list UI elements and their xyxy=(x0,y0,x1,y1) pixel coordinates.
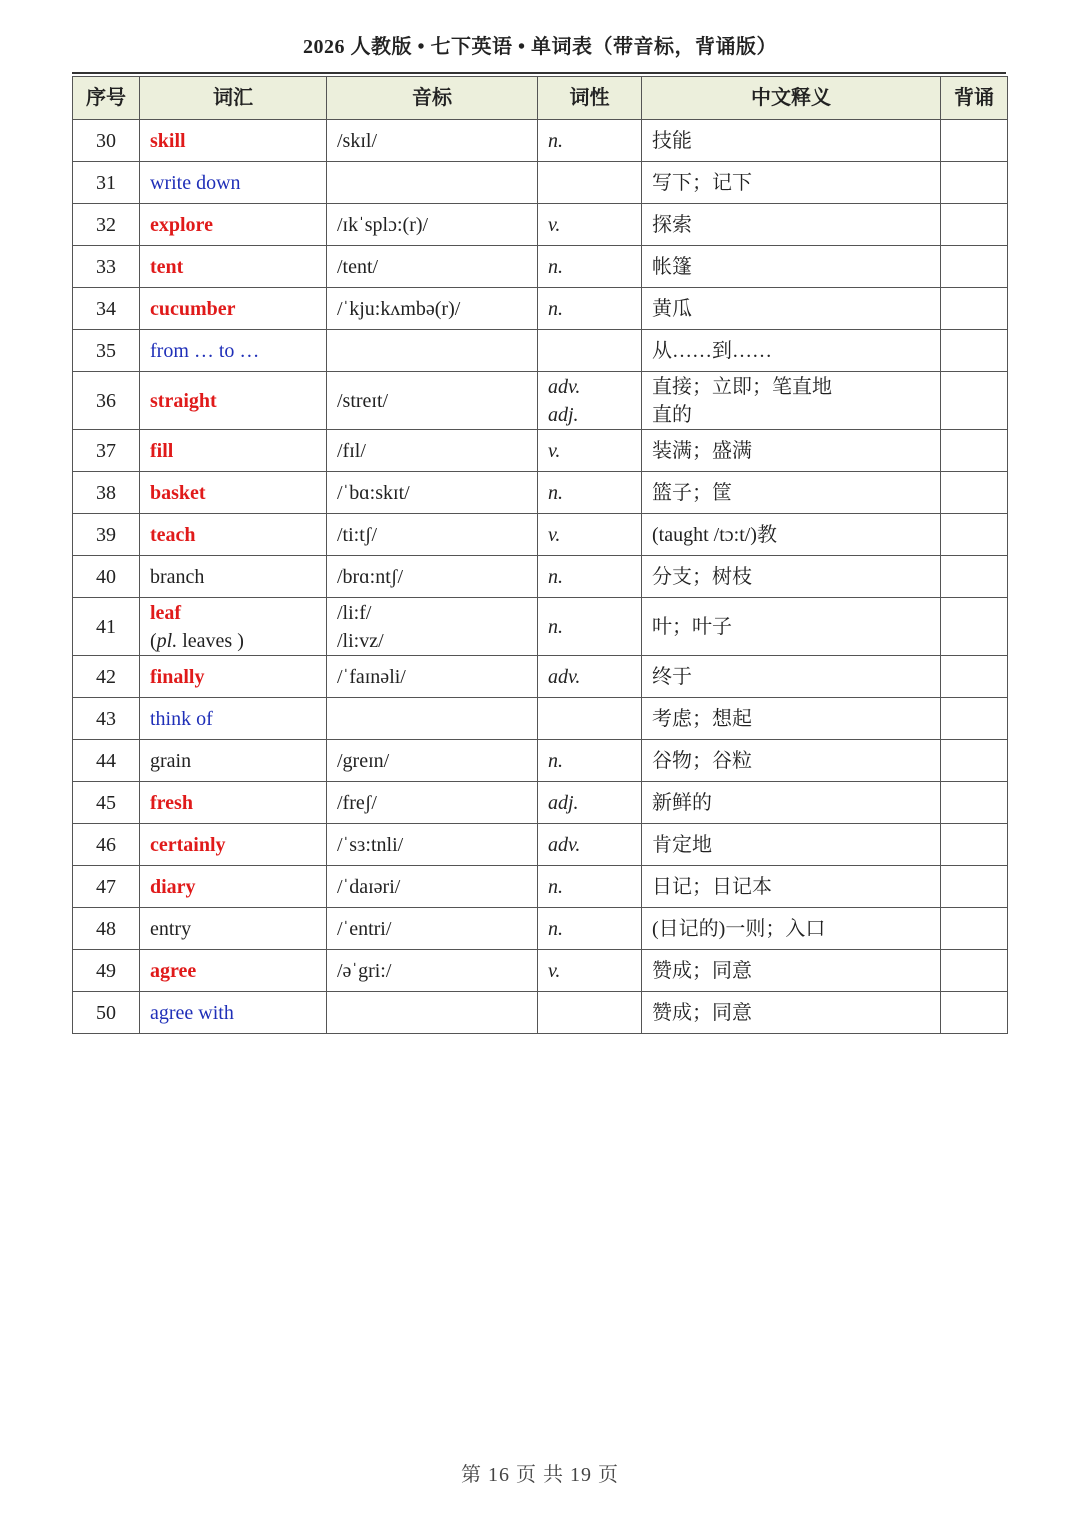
meaning-text: 赞成；同意 xyxy=(652,959,752,982)
recite-cell xyxy=(941,162,1008,204)
recite-cell xyxy=(941,556,1008,598)
meaning-text: 日记；日记本 xyxy=(652,875,772,898)
table-row xyxy=(73,514,1008,556)
meaning-text: 新鲜的 xyxy=(652,791,712,814)
meaning-text: 黄瓜 xyxy=(652,297,692,320)
pos-cell xyxy=(538,656,642,698)
pos-cell xyxy=(538,598,642,656)
pos-cell xyxy=(538,824,642,866)
title-divider xyxy=(72,72,1006,74)
meaning-cell xyxy=(642,330,941,372)
recite-cell xyxy=(941,782,1008,824)
meaning-cell xyxy=(642,782,941,824)
phonetic-cell xyxy=(327,162,538,204)
phonetic-cell xyxy=(327,472,538,514)
meaning-cell xyxy=(642,120,941,162)
table-row xyxy=(73,204,1008,246)
meaning-text: 从……到…… xyxy=(652,339,772,362)
header-num: 序号 xyxy=(73,77,140,120)
pos-text: adv. xyxy=(548,833,581,856)
word-text: diary xyxy=(150,875,196,898)
pos-text: n. xyxy=(548,129,563,152)
word-cell xyxy=(140,698,327,740)
meaning-text: 帐篷 xyxy=(652,255,692,278)
table-header-row xyxy=(73,77,1008,120)
word-cell xyxy=(140,472,327,514)
meaning-cell xyxy=(642,514,941,556)
phonetic-cell xyxy=(327,430,538,472)
document-title: 2026 人教版 • 七下英语 • 单词表（带音标，背诵版） xyxy=(302,36,777,58)
plural-note-open: ( xyxy=(150,629,157,652)
row-number: 31 xyxy=(73,162,140,204)
row-number: 39 xyxy=(73,514,140,556)
word-cell xyxy=(140,430,327,472)
pos-cell xyxy=(538,866,642,908)
phonetic-cell xyxy=(327,782,538,824)
phonetic-text-plural: /li:vz/ xyxy=(337,629,384,652)
phonetic-cell xyxy=(327,656,538,698)
meaning-text: 探索 xyxy=(652,213,692,236)
row-number: 50 xyxy=(73,992,140,1034)
meaning-cell xyxy=(642,598,941,656)
phonetic-text: /ˈbɑ:skɪt/ xyxy=(337,481,410,504)
pos-cell xyxy=(538,908,642,950)
phonetic-cell xyxy=(327,246,538,288)
pos-text: n. xyxy=(548,875,563,898)
meaning-cell xyxy=(642,866,941,908)
phonetic-cell xyxy=(327,992,538,1034)
table-row xyxy=(73,992,1008,1034)
phonetic-text: /ˈdaɪəri/ xyxy=(337,875,401,898)
table-row xyxy=(73,330,1008,372)
table-row xyxy=(73,120,1008,162)
recite-cell xyxy=(941,698,1008,740)
phonetic-text: /li:f/ xyxy=(337,601,372,624)
recite-cell xyxy=(941,288,1008,330)
word-text: agree xyxy=(150,959,197,982)
pos-text: n. xyxy=(548,255,563,278)
header-word: 词汇 xyxy=(140,77,327,120)
table-row xyxy=(73,782,1008,824)
word-text: think of xyxy=(150,707,213,730)
plural-abbrev: pl. xyxy=(156,629,178,652)
meaning-text: 赞成；同意 xyxy=(652,1001,752,1024)
pos-cell xyxy=(538,204,642,246)
phonetic-cell xyxy=(327,908,538,950)
row-number: 42 xyxy=(73,656,140,698)
phonetic-cell xyxy=(327,372,538,430)
word-text: grain xyxy=(150,749,192,772)
pos-text: n. xyxy=(548,565,563,588)
meaning-cell xyxy=(642,430,941,472)
phonetic-cell xyxy=(327,950,538,992)
word-cell xyxy=(140,556,327,598)
row-number: 40 xyxy=(73,556,140,598)
pos-text: adv. xyxy=(548,375,581,398)
meaning-cell xyxy=(642,950,941,992)
meaning-text: (日记的)一则；入口 xyxy=(652,917,826,940)
row-number: 33 xyxy=(73,246,140,288)
meaning-cell xyxy=(642,288,941,330)
recite-cell xyxy=(941,866,1008,908)
word-text: fresh xyxy=(150,791,193,814)
table-row xyxy=(73,556,1008,598)
pos-text: n. xyxy=(548,917,563,940)
recite-cell xyxy=(941,992,1008,1034)
pos-cell xyxy=(538,514,642,556)
meaning-text: 直接；立即；笔直地 xyxy=(652,375,832,398)
header-recite: 背诵 xyxy=(941,77,1008,120)
phonetic-text: /tent/ xyxy=(337,255,379,278)
row-number: 30 xyxy=(73,120,140,162)
word-text: tent xyxy=(150,255,184,278)
word-text: leaf xyxy=(150,601,182,624)
phonetic-text: /brɑ:ntʃ/ xyxy=(337,565,404,588)
meaning-cell xyxy=(642,908,941,950)
phonetic-cell xyxy=(327,824,538,866)
meaning-cell xyxy=(642,372,941,430)
word-cell xyxy=(140,866,327,908)
pos-cell xyxy=(538,330,642,372)
phonetic-cell xyxy=(327,330,538,372)
pos-cell xyxy=(538,288,642,330)
pos-text: v. xyxy=(548,523,561,546)
meaning-cell xyxy=(642,246,941,288)
pos-text: n. xyxy=(548,749,563,772)
word-text: write down xyxy=(150,171,241,194)
table-row xyxy=(73,372,1008,430)
pos-text: v. xyxy=(548,959,561,982)
recite-cell xyxy=(941,430,1008,472)
header-phonetic: 音标 xyxy=(327,77,538,120)
meaning-cell xyxy=(642,204,941,246)
meaning-text: 肯定地 xyxy=(652,833,712,856)
phonetic-cell xyxy=(327,514,538,556)
table-row xyxy=(73,162,1008,204)
recite-cell xyxy=(941,330,1008,372)
row-number: 49 xyxy=(73,950,140,992)
meaning-cell xyxy=(642,162,941,204)
phonetic-text: /greɪn/ xyxy=(337,749,390,772)
pos-cell xyxy=(538,372,642,430)
row-number: 44 xyxy=(73,740,140,782)
word-cell xyxy=(140,330,327,372)
meaning-text: 写下；记下 xyxy=(652,171,752,194)
recite-cell xyxy=(941,120,1008,162)
word-plural-note xyxy=(150,630,244,652)
word-cell xyxy=(140,950,327,992)
pos-cell xyxy=(538,782,642,824)
word-text: teach xyxy=(150,523,196,546)
pos-cell xyxy=(538,120,642,162)
recite-cell xyxy=(941,514,1008,556)
pos-text: v. xyxy=(548,439,561,462)
meaning-text: 考虑；想起 xyxy=(652,707,752,730)
phonetic-text: /streɪt/ xyxy=(337,389,389,412)
meaning-cell xyxy=(642,698,941,740)
pos-cell xyxy=(538,246,642,288)
pos-cell xyxy=(538,698,642,740)
row-number: 37 xyxy=(73,430,140,472)
table-row xyxy=(73,430,1008,472)
recite-cell xyxy=(941,472,1008,514)
pos-text: adj. xyxy=(548,791,579,814)
row-number: 35 xyxy=(73,330,140,372)
word-cell xyxy=(140,288,327,330)
row-number: 36 xyxy=(73,372,140,430)
recite-cell xyxy=(941,656,1008,698)
meaning-cell xyxy=(642,992,941,1034)
word-cell xyxy=(140,372,327,430)
phonetic-text: /freʃ/ xyxy=(337,791,377,814)
pos-cell xyxy=(538,162,642,204)
meaning-cell xyxy=(642,740,941,782)
meaning-cell xyxy=(642,656,941,698)
meaning-cell xyxy=(642,472,941,514)
word-text: cucumber xyxy=(150,297,236,320)
row-number: 43 xyxy=(73,698,140,740)
phonetic-cell xyxy=(327,866,538,908)
recite-cell xyxy=(941,246,1008,288)
phonetic-text: /fɪl/ xyxy=(337,439,366,462)
word-cell xyxy=(140,656,327,698)
row-number: 47 xyxy=(73,866,140,908)
word-cell xyxy=(140,598,327,656)
word-cell xyxy=(140,824,327,866)
meaning-cell xyxy=(642,556,941,598)
table-row xyxy=(73,656,1008,698)
row-number: 32 xyxy=(73,204,140,246)
word-cell xyxy=(140,740,327,782)
pos-cell xyxy=(538,556,642,598)
word-text: explore xyxy=(150,213,213,236)
pos-cell xyxy=(538,950,642,992)
word-text: entry xyxy=(150,917,192,940)
pos-text: adv. xyxy=(548,665,581,688)
word-cell xyxy=(140,514,327,556)
meaning-text: 篮子；筐 xyxy=(652,481,732,504)
plural-form: leaves ) xyxy=(177,629,244,652)
word-text: straight xyxy=(150,389,217,412)
meaning-text-secondary: 直的 xyxy=(652,403,692,426)
phonetic-cell xyxy=(327,120,538,162)
phonetic-cell xyxy=(327,556,538,598)
phonetic-text: /ˈsɜ:tnli/ xyxy=(337,833,404,856)
phonetic-text: /ˈfaɪnəli/ xyxy=(337,665,406,688)
pos-cell xyxy=(538,992,642,1034)
recite-cell xyxy=(941,740,1008,782)
phonetic-text: /skɪl/ xyxy=(337,129,378,152)
meaning-text: 叶；叶子 xyxy=(652,615,732,638)
table-row xyxy=(73,824,1008,866)
vocabulary-table xyxy=(72,76,1008,1034)
pos-cell xyxy=(538,430,642,472)
phonetic-cell xyxy=(327,598,538,656)
meaning-text: 谷物；谷粒 xyxy=(652,749,752,772)
word-text: agree with xyxy=(150,1001,234,1024)
table-body xyxy=(73,120,1008,1034)
word-cell xyxy=(140,908,327,950)
table-row xyxy=(73,288,1008,330)
word-cell xyxy=(140,162,327,204)
word-text: finally xyxy=(150,665,205,688)
phonetic-cell xyxy=(327,288,538,330)
word-text: from … to … xyxy=(150,339,260,362)
recite-cell xyxy=(941,908,1008,950)
meaning-cell xyxy=(642,824,941,866)
row-number: 34 xyxy=(73,288,140,330)
word-text: basket xyxy=(150,481,206,504)
pos-text: n. xyxy=(548,481,563,504)
word-text: branch xyxy=(150,565,205,588)
phonetic-text: /ɪkˈsplɔ:(r)/ xyxy=(337,213,429,236)
pos-text-secondary: adj. xyxy=(548,403,579,426)
word-cell xyxy=(140,204,327,246)
header-meaning: 中文释义 xyxy=(642,77,941,120)
word-cell xyxy=(140,782,327,824)
table-row xyxy=(73,740,1008,782)
recite-cell xyxy=(941,598,1008,656)
pos-text: v. xyxy=(548,213,561,236)
pos-text: n. xyxy=(548,297,563,320)
meaning-text: 装满；盛满 xyxy=(652,439,752,462)
table-row xyxy=(73,598,1008,656)
recite-cell xyxy=(941,950,1008,992)
pos-cell xyxy=(538,740,642,782)
row-number: 41 xyxy=(73,598,140,656)
phonetic-text: /əˈgri:/ xyxy=(337,959,392,982)
phonetic-cell xyxy=(327,204,538,246)
row-number: 48 xyxy=(73,908,140,950)
row-number: 45 xyxy=(73,782,140,824)
word-cell xyxy=(140,120,327,162)
page-footer: 第 16 页 共 19 页 xyxy=(461,1464,619,1486)
meaning-text: (taught /tɔ:t/)教 xyxy=(652,523,777,546)
recite-cell xyxy=(941,204,1008,246)
recite-cell xyxy=(941,824,1008,866)
table-row xyxy=(73,698,1008,740)
phonetic-cell xyxy=(327,740,538,782)
row-number: 46 xyxy=(73,824,140,866)
word-cell xyxy=(140,246,327,288)
table-row xyxy=(73,246,1008,288)
word-text: fill xyxy=(150,439,174,462)
table-row xyxy=(73,950,1008,992)
word-text: skill xyxy=(150,129,186,152)
phonetic-cell xyxy=(327,698,538,740)
pos-cell xyxy=(538,472,642,514)
phonetic-text: /ˈentri/ xyxy=(337,917,392,940)
word-cell xyxy=(140,992,327,1034)
table-row xyxy=(73,908,1008,950)
meaning-text: 技能 xyxy=(652,129,692,152)
word-text: certainly xyxy=(150,833,226,856)
table-row xyxy=(73,472,1008,514)
recite-cell xyxy=(941,372,1008,430)
pos-text: n. xyxy=(548,615,563,638)
header-pos: 词性 xyxy=(538,77,642,120)
phonetic-text: /ˈkju:kʌmbə(r)/ xyxy=(337,297,461,320)
meaning-text: 终于 xyxy=(652,665,692,688)
phonetic-text: /ti:tʃ/ xyxy=(337,523,377,546)
meaning-text: 分支；树枝 xyxy=(652,565,752,588)
row-number: 38 xyxy=(73,472,140,514)
table-row xyxy=(73,866,1008,908)
